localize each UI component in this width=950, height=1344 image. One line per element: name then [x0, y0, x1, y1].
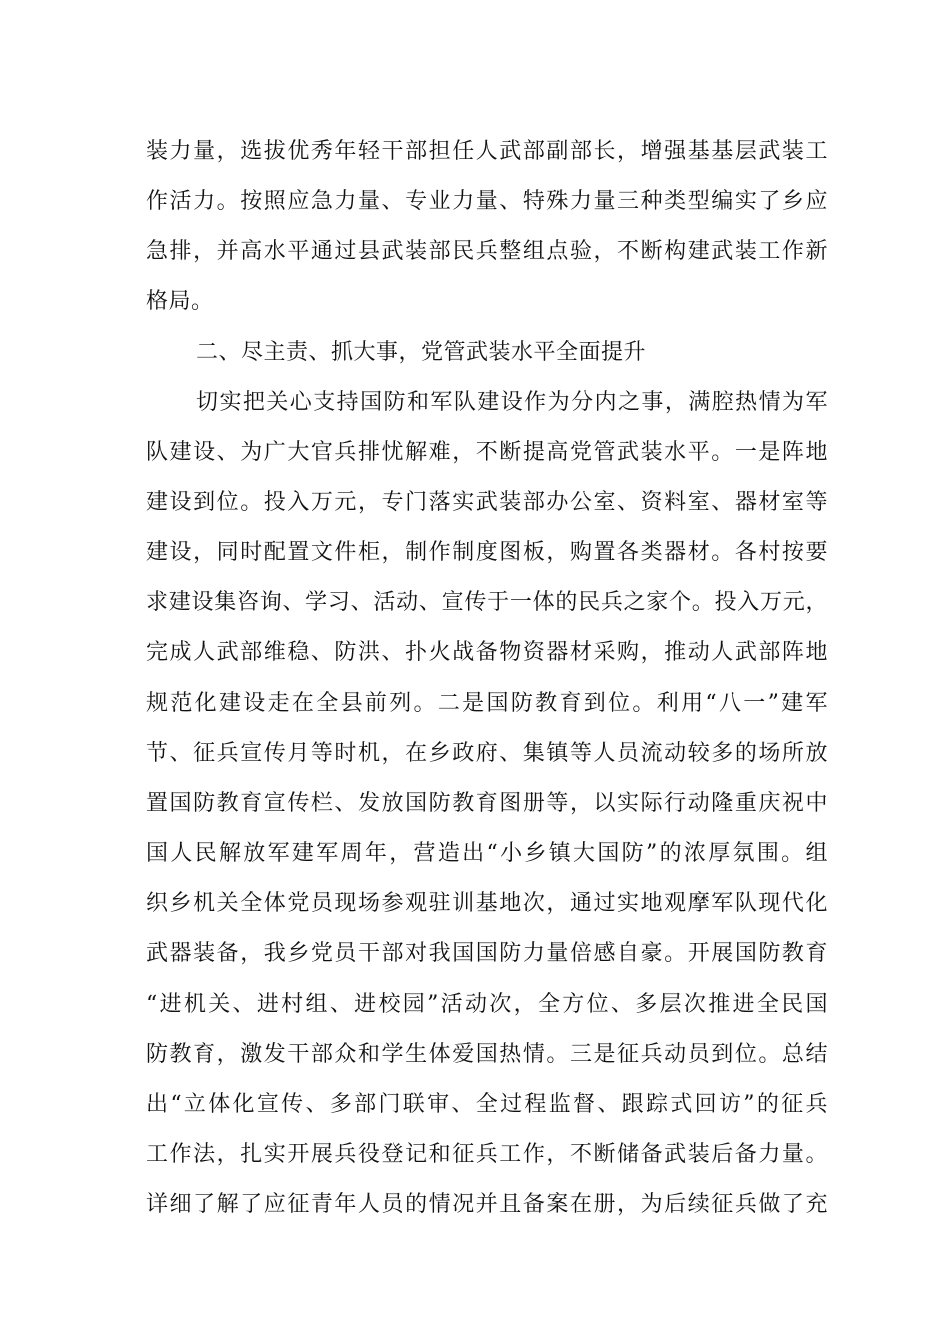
text-line: 工作法，扎实开展兵役登记和征兵工作，不断储备武装后备力量。	[146, 1142, 828, 1167]
text-line: 急排，并高水平通过县武装部民兵整组点验，不断构建武装工作新	[146, 239, 828, 264]
text-line: 格局。	[146, 289, 214, 314]
text-line: 切实把关心支持国防和军队建设作为分内之事，满腔热情为军	[196, 390, 828, 415]
text-line: 规范化建设走在全县前列。二是国防教育到位。利用“八一”建军	[146, 691, 828, 716]
text-line: 建设到位。投入万元，专门落实武装部办公室、资料室、器材室等	[146, 490, 828, 515]
text-line: 置国防教育宣传栏、发放国防教育图册等，以实际行动隆重庆祝中	[146, 791, 828, 816]
text-line: 建设，同时配置文件柜，制作制度图板，购置各类器材。各村按要	[146, 540, 828, 565]
text-line: 出“立体化宣传、多部门联审、全过程监督、跟踪式回访”的征兵	[146, 1092, 828, 1117]
text-line: 装力量，选拔优秀年轻干部担任人武部副部长，增强基基层武装工	[146, 139, 828, 164]
section-heading: 二、尽主责、抓大事，党管武装水平全面提升	[196, 340, 647, 365]
text-line: 国人民解放军建军周年，营造出“小乡镇大国防”的浓厚氛围。组	[146, 841, 828, 866]
text-line: 详细了解了应征青年人员的情况并且备案在册，为后续征兵做了充	[146, 1192, 828, 1217]
text-line: 武器装备，我乡党员干部对我国国防力量倍感自豪。开展国防教育	[146, 941, 828, 966]
text-line: 完成人武部维稳、防洪、扑火战备物资器材采购，推动人武部阵地	[146, 640, 828, 665]
text-line: “进机关、进村组、进校园”活动次，全方位、多层次推进全民国	[146, 992, 828, 1017]
text-line: 求建设集咨询、学习、活动、宣传于一体的民兵之家个。投入万元，	[146, 590, 828, 615]
text-line: 防教育，激发干部众和学生体爱国热情。三是征兵动员到位。总结	[146, 1042, 828, 1067]
text-line: 队建设、为广大官兵排忧解难，不断提高党管武装水平。一是阵地	[146, 440, 828, 465]
text-line: 作活力。按照应急力量、专业力量、特殊力量三种类型编实了乡应	[146, 189, 828, 214]
text-line: 节、征兵宣传月等时机，在乡政府、集镇等人员流动较多的场所放	[146, 741, 828, 766]
text-line: 织乡机关全体党员现场参观驻训基地次，通过实地观摩军队现代化	[146, 891, 828, 916]
